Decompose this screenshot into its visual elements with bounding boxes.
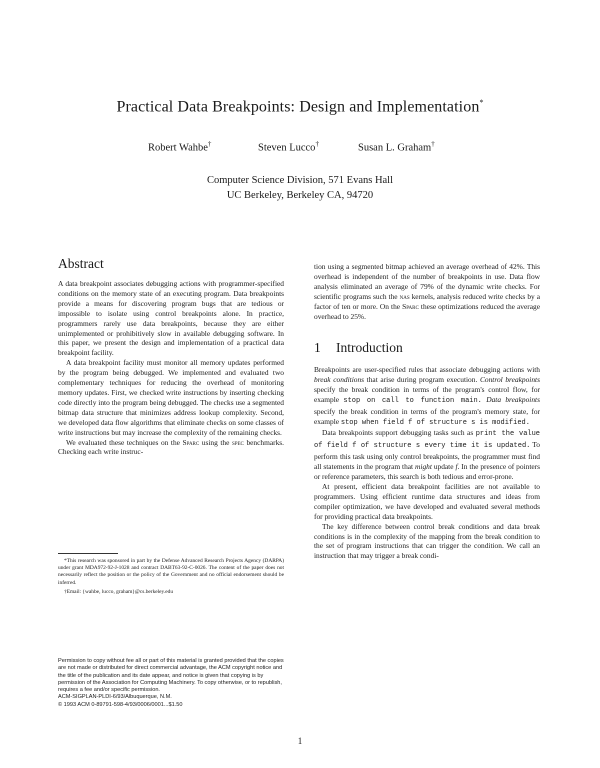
title-footnote-mark: * bbox=[479, 98, 484, 107]
author-3-mark: † bbox=[431, 140, 435, 148]
author-1 bbox=[148, 140, 211, 154]
paper-title bbox=[0, 98, 600, 116]
title-text: Practical Data Breakpoints: Design and Implementation bbox=[116, 98, 480, 116]
abstract-cont-b: kernels, analysis reduced write checks by a factor of ten or more. On the bbox=[314, 291, 540, 311]
author-1-name: Robert Wahbe bbox=[148, 142, 208, 154]
affiliation-line-2: UC Berkeley, Berkeley CA, 94720 bbox=[226, 190, 374, 201]
author-2 bbox=[258, 140, 319, 154]
footnote-funding: *This research was sponsored in part by the Defense Advanced Research Projects Agency (DARPA) under grant MDA972-92-J-1028 and contract DABT63-92-C-0026. The content of the paper does not necessarily reflect the position or the policy of the Government and no official endorsement should be inferred. bbox=[58, 558, 284, 586]
section-title: Introduction bbox=[336, 340, 403, 355]
intro-p2-b: To perform this task using only control breakpoints, the programmer must find all statements in the program that bbox=[314, 440, 540, 472]
intro-p1-em1: break conditions bbox=[314, 374, 365, 384]
intro-paragraph-1 bbox=[314, 365, 540, 428]
intro-p2-f: f bbox=[455, 462, 458, 472]
abstract-p3-text-a: We evaluated these techniques on the bbox=[66, 437, 183, 447]
abstract-cont-c: these optimizations reduced the average overhead to 25%. bbox=[314, 301, 540, 321]
abstract-cont-a: tion using a segmented bitmap achieved an average overhead of 42%. This overhead is independent of the number of breakpoints in use. Data flow analysis eliminated an average of 79% of the dynamic write checks. For scientific programs such the bbox=[314, 262, 540, 301]
code-example-2: stop when field f of structure s is modified. bbox=[340, 418, 530, 427]
intro-paragraph-3: At present, efficient data breakpoint facilities are not available to programmers. Using efficient runtime data structures and ideas from compiler optimization, we have developed and evaluated several methods for providing practical data breakpoints. bbox=[314, 481, 540, 521]
abstract-paragraph-1: A data breakpoint associates debugging actions with programmer-specified conditions on the memory state of an executing program. Data breakpoints provide a means for discovering program bugs that are tedious or impossible to isolate using control breakpoints alone. In practice, programmers rarely use data breakpoints, because they are either unimplemented or prohibitively slow in available debugging software. In this paper, we present the design and implementation of a practical data breakpoint facility. bbox=[58, 279, 284, 358]
copyright-venue: ACM-SIGPLAN-PLDI-6/93/Albuquerque, N.M. bbox=[58, 694, 172, 701]
intro-p2-em: might bbox=[415, 462, 432, 472]
nas-term: nas bbox=[399, 291, 410, 301]
intro-paragraph-2 bbox=[314, 428, 540, 482]
author-2-mark: † bbox=[315, 140, 319, 148]
abstract-p3-text-b: using the bbox=[199, 437, 232, 447]
intro-p1-b: that arise during program execution. bbox=[364, 374, 480, 384]
abstract-continuation-paragraph bbox=[314, 262, 540, 321]
abstract-body bbox=[58, 279, 284, 457]
copyright-notice bbox=[58, 658, 284, 709]
footnotes bbox=[58, 558, 284, 598]
section-number: 1 bbox=[314, 340, 321, 355]
author-1-mark: † bbox=[207, 140, 212, 148]
introduction-heading bbox=[314, 340, 403, 356]
code-example-1: stop on call to function main. bbox=[343, 396, 482, 405]
intro-paragraph-4: The key difference between control break conditions and data break conditions is in the complexity of the mapping from the break condition to the set of program instructions that can trigger the condition. We call an instruction that may trigger a break condi- bbox=[314, 521, 540, 561]
intro-p1-d: specify the break condition in terms of the program's memory state, for example bbox=[314, 406, 540, 426]
sparc-term-2: Sparc bbox=[402, 301, 419, 311]
code-example-3: print the value of field f of structure s every time it is updated. bbox=[314, 430, 540, 451]
intro-p1-em2: Control breakpoints bbox=[479, 374, 540, 384]
affiliation-line-1: Computer Science Division, 571 Evans Hall bbox=[206, 175, 394, 186]
intro-p1-em3: Data breakpoints bbox=[486, 394, 540, 404]
intro-p1-c: specify the break condition in terms of the program's control flow, for example bbox=[314, 384, 540, 404]
author-3-name: Susan L. Graham bbox=[358, 142, 432, 154]
abstract-heading: Abstract bbox=[58, 256, 104, 271]
abstract-paragraph-2: A data breakpoint facility must monitor all memory updates performed by the program being debugged. We implemented and evaluated two complementary techniques for reducing the overhead of monitoring memory updates. First, we checked write instructions by inserting checking code directly into the program being debugged. The checks use a segmented bitmap data structure that minimizes address lookup complexity. Second, we developed data flow algorithms that eliminate checks on some classes of write instructions but may increase the complexity of the remaining checks. bbox=[58, 358, 284, 437]
page-number: 1 bbox=[297, 736, 303, 746]
copyright-isbn: © 1993 ACM 0-89791-598-4/93/0006/0001...$1.50 bbox=[58, 701, 183, 708]
spec-term: spec bbox=[231, 437, 244, 447]
footnote-rule bbox=[58, 553, 118, 554]
intro-p2-d: . In the presence of pointers or reference parameters, this search is both tedious and error-prone. bbox=[314, 462, 540, 482]
copyright-text: Permission to copy without fee all or part of this material is granted provided that the copies are not made or distributed for direct commercial advantage, the ACM copyright notice and the title of the publication and its date appear, and notice is given that copying is by permission of the Association for Computing Machinery. To copy otherwise, or to republish, requires a fee and/or specific permission. bbox=[58, 658, 284, 694]
intro-p2-a: Data breakpoints support debugging tasks such as bbox=[322, 428, 476, 438]
footnote-email: †Email: {wahbe, lucco, graham}@cs.berkeley.edu bbox=[64, 588, 174, 595]
author-3 bbox=[358, 140, 435, 154]
abstract-p3-text-c: benchmarks. Checking each write instruc- bbox=[58, 437, 284, 457]
abstract-paragraph-3 bbox=[58, 438, 284, 458]
abstract-continuation bbox=[314, 262, 540, 321]
intro-p1-a: Breakpoints are user-specified rules that associate debugging actions with bbox=[314, 365, 540, 374]
introduction-body bbox=[314, 365, 540, 561]
sparc-term: Sparc bbox=[182, 437, 200, 447]
intro-p2-c: update bbox=[431, 462, 456, 472]
author-2-name: Steven Lucco bbox=[258, 142, 316, 154]
